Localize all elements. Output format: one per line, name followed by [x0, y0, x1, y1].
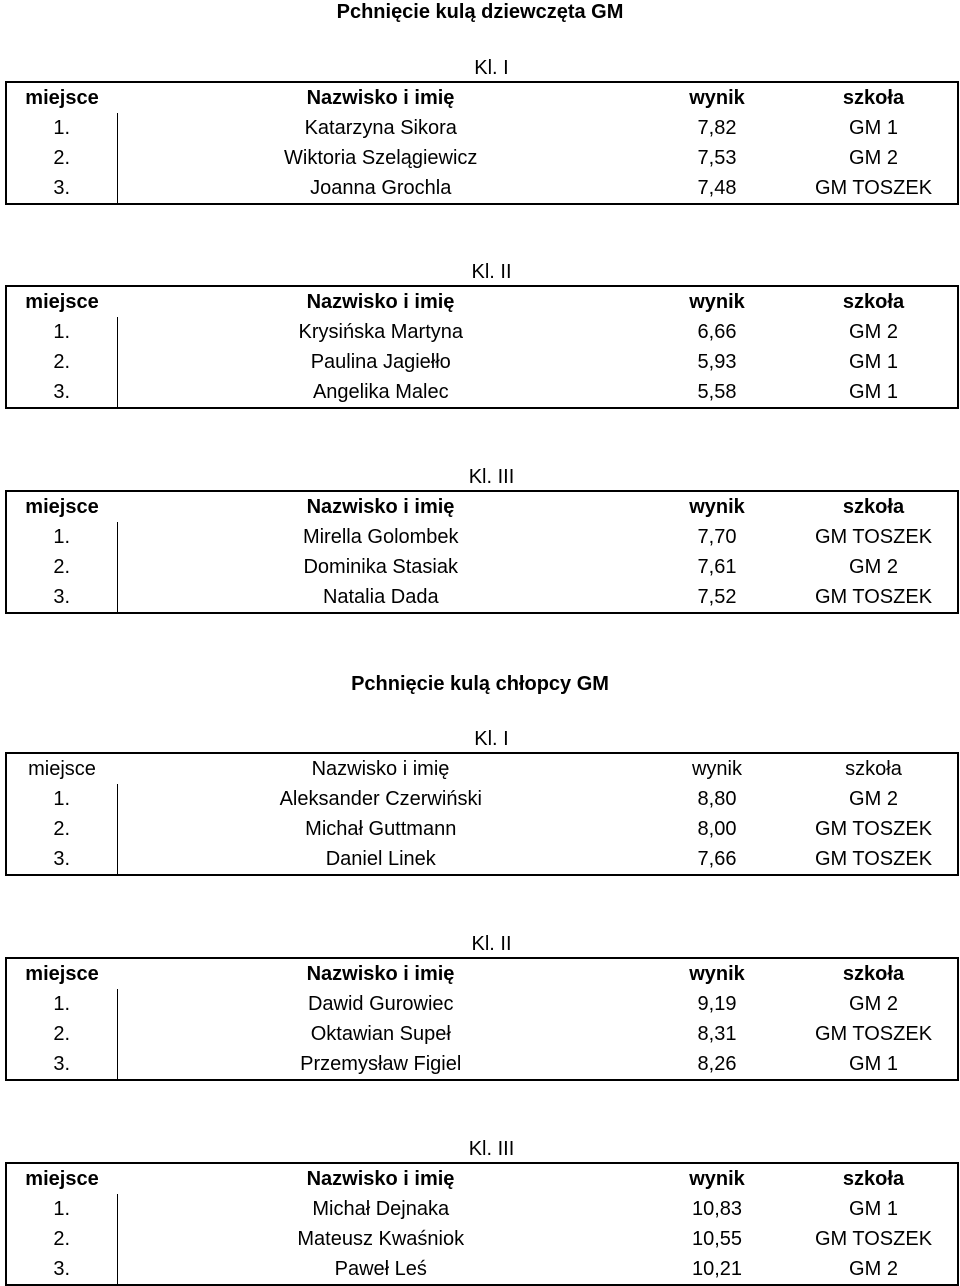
cell-place: 3. [6, 1254, 117, 1285]
cell-name: Dominika Stasiak [303, 556, 458, 578]
table-header-row [6, 286, 958, 317]
cell-school: GM 2 [849, 993, 898, 1015]
class-label: Kl. II [471, 261, 512, 283]
cell-result: 8,26 [697, 1053, 737, 1075]
header-place: miejsce [25, 291, 99, 313]
cell-school: GM 1 [849, 1198, 898, 1220]
header-place: miejsce [28, 758, 96, 780]
cell-name: Mirella Golombek [302, 526, 459, 548]
header-name: Nazwisko i imię [306, 496, 455, 518]
cell-school: GM 2 [849, 556, 898, 578]
class-label: Kl. I [474, 728, 509, 750]
cell-school: GM 1 [849, 351, 898, 373]
header-name: Nazwisko i imię [306, 963, 455, 985]
cell-result: 7,66 [697, 848, 737, 870]
table-row [6, 582, 958, 613]
cell-school: GM TOSZEK [814, 1228, 933, 1250]
header-place: miejsce [25, 496, 99, 518]
header-name: Nazwisko i imię [311, 758, 450, 780]
cell-school: GM 1 [849, 381, 898, 403]
header-result: wynik [691, 758, 742, 780]
cell-result: 7,61 [697, 556, 737, 578]
results-table [5, 490, 959, 614]
header-place: miejsce [25, 963, 99, 985]
header-school: szkoła [842, 496, 905, 518]
cell-school: GM TOSZEK [814, 848, 933, 870]
cell-result: 7,53 [697, 147, 737, 169]
table-row [6, 1254, 958, 1285]
cell-place: 1. [6, 522, 117, 552]
section-title-girls: Pchnięcie kulą dziewczęta GM [336, 1, 624, 23]
cell-result: 8,00 [697, 818, 737, 840]
header-school: szkoła [845, 758, 902, 780]
header-result: wynik [689, 496, 745, 518]
header-result: wynik [689, 87, 745, 109]
cell-school: GM TOSZEK [814, 818, 933, 840]
cell-place: 1. [6, 989, 117, 1019]
results-table [5, 957, 959, 1081]
cell-name: Wiktoria Szelągiewicz [284, 147, 478, 169]
table-header-row [6, 753, 958, 784]
cell-place: 1. [6, 784, 117, 814]
table-row [6, 317, 958, 347]
cell-name: Michał Dejnaka [312, 1198, 450, 1220]
results-table [5, 1162, 959, 1286]
header-name: Nazwisko i imię [306, 87, 455, 109]
cell-place: 1. [6, 317, 117, 347]
cell-school: GM 2 [849, 147, 898, 169]
table-row [6, 1049, 958, 1080]
cell-school: GM 1 [849, 1053, 898, 1075]
cell-school: GM 2 [849, 321, 898, 343]
cell-place: 2. [6, 814, 117, 844]
table-row [6, 552, 958, 582]
cell-place: 2. [6, 552, 117, 582]
cell-result: 10,83 [691, 1198, 743, 1220]
cell-place: 3. [6, 844, 117, 875]
cell-result: 8,31 [697, 1023, 737, 1045]
header-school: szkoła [842, 291, 905, 313]
cell-name: Paweł Leś [334, 1258, 427, 1280]
table-header-row [6, 1163, 958, 1194]
cell-name: Paulina Jagiełło [310, 351, 451, 373]
header-school: szkoła [842, 87, 905, 109]
cell-place: 2. [6, 347, 117, 377]
header-place: miejsce [25, 87, 99, 109]
results-table [5, 752, 959, 876]
cell-name: Michał Guttmann [305, 818, 457, 840]
table-row [6, 1224, 958, 1254]
table-row [6, 1019, 958, 1049]
cell-school: GM TOSZEK [814, 1023, 933, 1045]
cell-place: 2. [6, 1019, 117, 1049]
cell-school: GM TOSZEK [814, 526, 933, 548]
results-table [5, 285, 959, 409]
header-result: wynik [689, 963, 745, 985]
section-title-boys: Pchnięcie kulą chłopcy GM [351, 673, 609, 695]
cell-result: 8,80 [697, 788, 737, 810]
cell-place: 2. [6, 1224, 117, 1254]
cell-result: 6,66 [697, 321, 737, 343]
cell-school: GM 2 [849, 1258, 898, 1280]
class-label: Kl. III [468, 1138, 515, 1160]
cell-place: 3. [6, 1049, 117, 1080]
cell-school: GM 1 [849, 117, 898, 139]
table-row [6, 844, 958, 875]
cell-name: Oktawian Supeł [310, 1023, 451, 1045]
cell-place: 1. [6, 1194, 117, 1224]
class-label: Kl. III [468, 466, 515, 488]
cell-result: 10,21 [691, 1258, 743, 1280]
cell-place: 3. [6, 582, 117, 613]
table-row [6, 784, 958, 814]
cell-school: GM TOSZEK [814, 177, 933, 199]
cell-result: 5,58 [697, 381, 737, 403]
cell-school: GM 2 [849, 788, 898, 810]
cell-place: 3. [6, 377, 117, 408]
cell-place: 1. [6, 113, 117, 143]
cell-name: Joanna Grochla [310, 177, 452, 199]
cell-name: Krysińska Martyna [298, 321, 463, 343]
cell-school: GM TOSZEK [814, 586, 933, 608]
table-header-row [6, 491, 958, 522]
header-school: szkoła [842, 963, 905, 985]
cell-name: Natalia Dada [322, 586, 439, 608]
cell-name: Daniel Linek [325, 848, 436, 870]
table-row [6, 1194, 958, 1224]
cell-name: Dawid Gurowiec [307, 993, 454, 1015]
cell-result: 10,55 [691, 1228, 743, 1250]
cell-name: Przemysław Figiel [300, 1053, 462, 1075]
cell-result: 5,93 [697, 351, 737, 373]
table-row [6, 989, 958, 1019]
table-row [6, 113, 958, 143]
cell-name: Mateusz Kwaśniok [297, 1228, 465, 1250]
header-name: Nazwisko i imię [306, 291, 455, 313]
table-row [6, 347, 958, 377]
cell-name: Aleksander Czerwiński [279, 788, 482, 810]
table-row [6, 377, 958, 408]
cell-place: 3. [6, 173, 117, 204]
cell-result: 7,82 [697, 117, 737, 139]
cell-result: 7,48 [697, 177, 737, 199]
table-header-row [6, 82, 958, 113]
cell-name: Angelika Malec [312, 381, 449, 403]
table-row [6, 814, 958, 844]
header-place: miejsce [25, 1168, 99, 1190]
header-name: Nazwisko i imię [306, 1168, 455, 1190]
table-row [6, 173, 958, 204]
table-row [6, 143, 958, 173]
class-label: Kl. I [474, 57, 509, 79]
table-header-row [6, 958, 958, 989]
header-result: wynik [689, 1168, 745, 1190]
class-label: Kl. II [471, 933, 512, 955]
cell-name: Katarzyna Sikora [304, 117, 457, 139]
table-row [6, 522, 958, 552]
header-result: wynik [689, 291, 745, 313]
cell-result: 7,52 [697, 586, 737, 608]
header-school: szkoła [842, 1168, 905, 1190]
cell-result: 9,19 [697, 993, 737, 1015]
results-table [5, 81, 959, 205]
cell-result: 7,70 [697, 526, 737, 548]
cell-place: 2. [6, 143, 117, 173]
